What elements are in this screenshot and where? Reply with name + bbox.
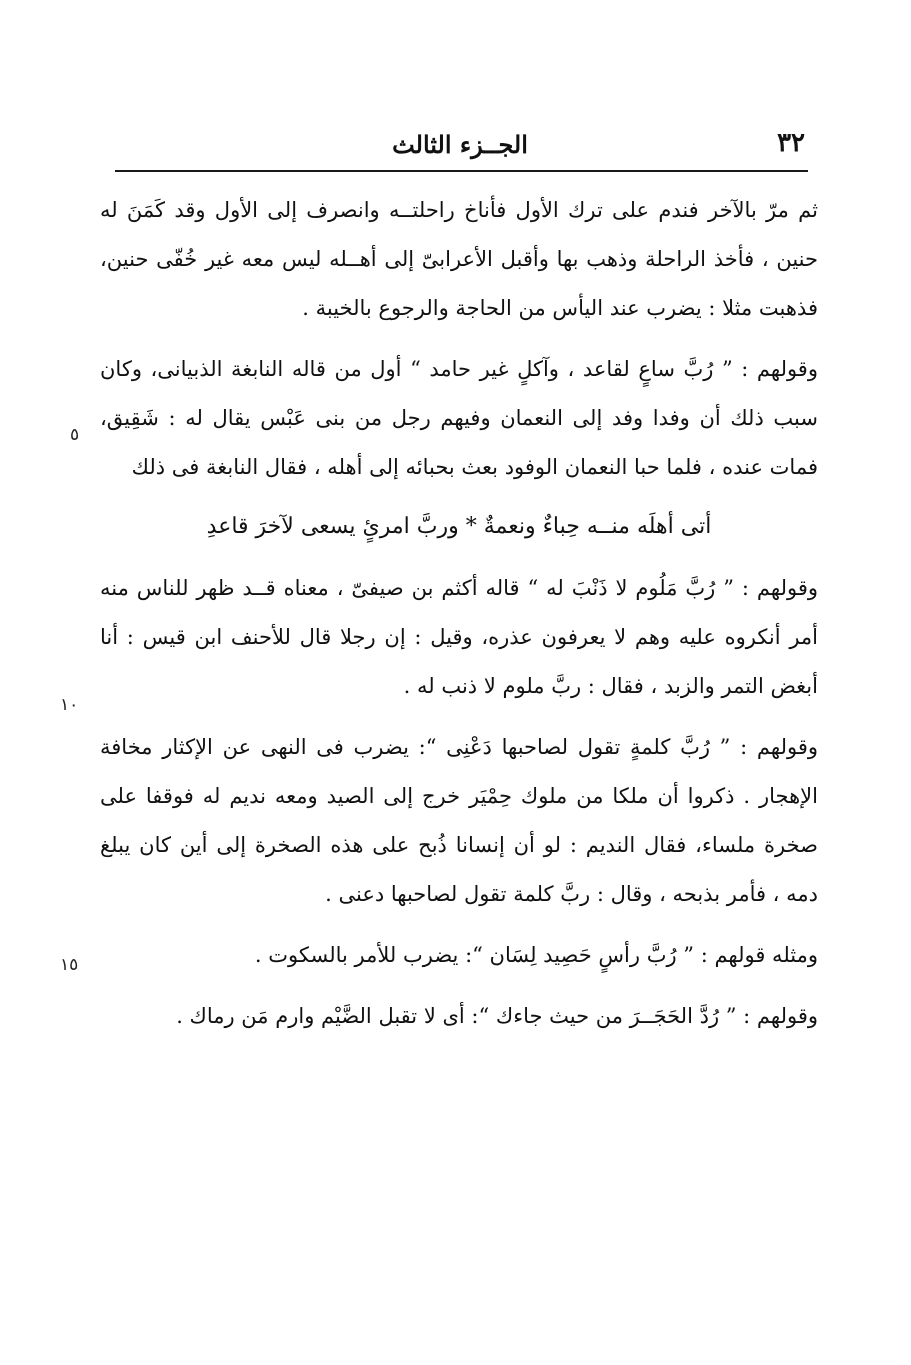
paragraph-rubba-kalima: وقولهم : ” رُبَّ كلمةٍ تقول لصاحبها دَعْنِى “: يضرب فى النهى عن الإكثار مخافة الإهجار . ذكروا أن ملكا من ملوك حِمْيَر خرج إلى الصيد ومعه نديم له فوقفا على صخرة ملساء، فقال النديم : لو أن إنسانا ذُبح على هذه الصخرة إلى أين كان يبلغ دمه ، فأمر بذبحه ، وقال : ربَّ كلمة تقول لصاحبها دعنى .	[100, 735, 818, 906]
paragraph-rudd-al-hajar: وقولهم : ” رُدَّ الحَجَــرَ من حيث جاءك “: أى لا تقبل الضَّيْم وارم مَن رماك .	[176, 1004, 818, 1028]
paragraph-rubba-sa-in: وقولهم : ” رُبَّ ساعٍ لقاعد ، وآكلٍ غير حامد “ أول من قاله النابغة الذبيانى، وكان سبب ذلك أن وفدا وفد إلى النعمان وفيهم رجل من بنى عَبْس يقال له : شَقِيق، فمات عنده ، فلما حبا النعمان الوفود بعث بحبائه إلى أهله ، فقال النابغة فى ذلك	[100, 357, 818, 479]
page-number: ٣٢	[777, 128, 805, 158]
line-number-10: ١٠	[60, 695, 79, 715]
line-number-15: ١٥	[60, 955, 79, 975]
page-body	[100, 186, 818, 1053]
verse-line: أتى أهلَه منــه حِباءٌ ونعمةٌ * وربَّ امرئٍ يسعى لآخرَ قاعدِ	[206, 514, 712, 539]
paragraph-rubba-ra-s: ومثله قولهم : ” رُبَّ رأسٍ حَصِيد لِسَان “: يضرب للأمر بالسكوت .	[254, 943, 818, 967]
header-rule	[115, 170, 808, 172]
running-head: الجــزء الثالث	[392, 130, 528, 159]
page-header	[115, 128, 805, 168]
paragraph-khuff-hunayn: ثم مرّ بالآخر فندم على ترك الأول فأناخ راحلتــه وانصرف إلى الأول وقد كَمَنَ له حنين ، فأخذ الراحلة وذهب بها وأقبل الأعرابىّ إلى أهــله ليس معه غير خُفّى حنين، فذهبت مثلا : يضرب عند اليأس من الحاجة والرجوع بالخيبة .	[100, 198, 818, 320]
line-number-5: ٥	[70, 425, 80, 445]
paragraph-rubba-malum: وقولهم : ” رُبَّ مَلُوم لا ذَنْبَ له “ قاله أكثم بن صيفىّ ، معناه قــد ظهر للناس منه أمر أنكروه عليه وهم لا يعرفون عذره، وقيل : إن رجلا قال للأحنف ابن قيس : أنا أبغض التمر والزبد ، فقال : ربَّ ملوم لا ذنب له .	[100, 576, 818, 698]
